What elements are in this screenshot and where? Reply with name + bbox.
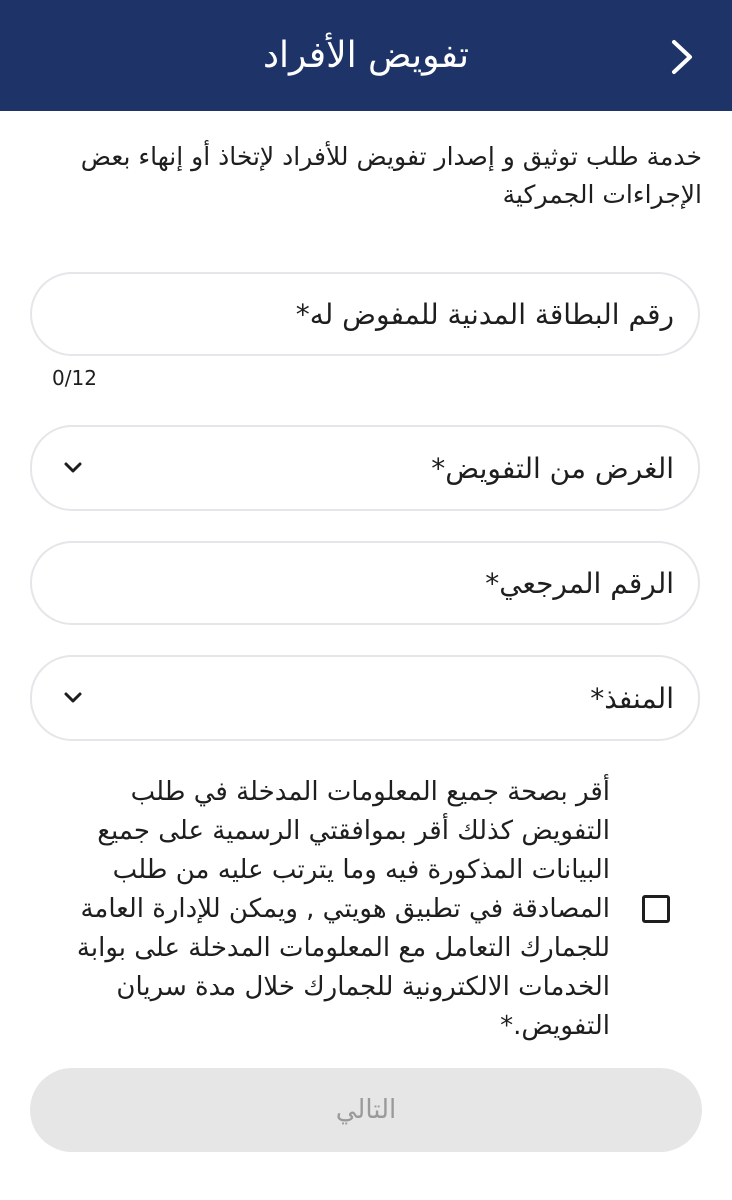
civil-id-field[interactable] xyxy=(30,272,700,356)
chevron-down-icon xyxy=(62,691,84,705)
civil-id-label: رقم البطاقة المدنية للمفوض له* xyxy=(295,297,674,331)
reference-number-label: الرقم المرجعي* xyxy=(485,566,674,600)
chevron-down-icon xyxy=(62,461,84,475)
app-header xyxy=(0,0,732,111)
next-button[interactable]: التالي xyxy=(30,1068,702,1152)
purpose-label: الغرض من التفويض* xyxy=(431,451,674,485)
port-label: المنفذ* xyxy=(590,681,674,715)
page-title: تفويض الأفراد xyxy=(262,35,470,76)
consent-text: أقر بصحة جميع المعلومات المدخلة في طلب التفويض كذلك أقر بموافقتي الرسمية على جميع البيانات المذكورة فيه وما يترتب عليه من طلب المصادقة في تطبيق هويتي , ويمكن للإدارة العامة للجمارك التعامل مع المعلومات المدخلة على بوابة الخدمات الالكترونية للجمارك خلال مدة سريان التفويض.* xyxy=(76,777,610,1041)
service-description: خدمة طلب توثيق و إصدار تفويض للأفراد لإتخاذ أو إنهاء بعض الإجراءات الجمركية xyxy=(80,142,702,209)
back-button[interactable] xyxy=(662,37,702,77)
purpose-select[interactable] xyxy=(30,425,700,511)
civil-id-char-counter: 0/12 xyxy=(52,366,97,390)
consent-checkbox[interactable] xyxy=(642,895,670,923)
reference-number-field[interactable] xyxy=(30,541,700,625)
chevron-right-icon xyxy=(671,39,693,75)
port-select[interactable] xyxy=(30,655,700,741)
